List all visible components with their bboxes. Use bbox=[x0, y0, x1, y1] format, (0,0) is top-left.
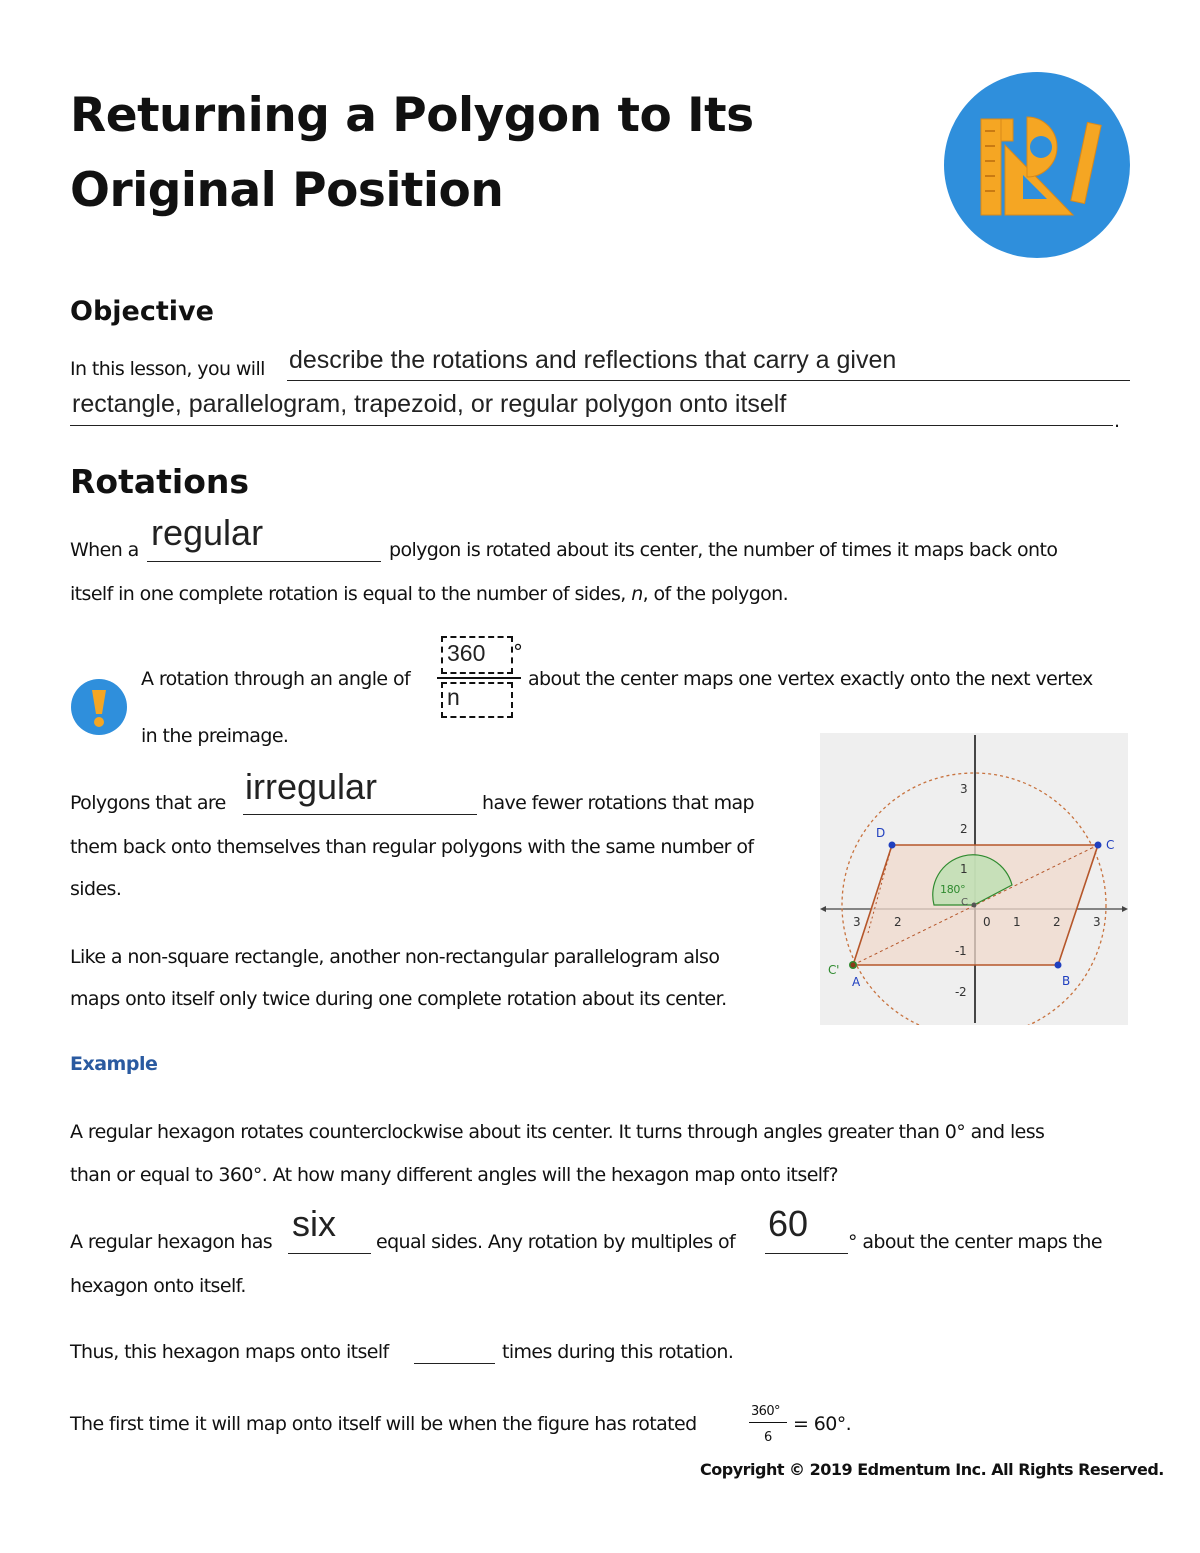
x-axis-arrow-right bbox=[1122, 906, 1128, 912]
fraction-bar bbox=[437, 677, 521, 679]
label-b: B bbox=[1062, 974, 1070, 988]
edmentum-logo bbox=[943, 71, 1131, 259]
x-tick: 2 bbox=[894, 915, 902, 929]
fraction-denominator: 6 bbox=[764, 1430, 772, 1445]
example-answer2-prefix: Thus, this hexagon maps onto itself bbox=[70, 1341, 389, 1363]
irregular-blank[interactable] bbox=[243, 814, 477, 815]
label-center: C bbox=[961, 897, 968, 908]
x-tick: 0 bbox=[983, 915, 991, 929]
y-tick: 1 bbox=[960, 862, 968, 876]
denominator-answer: n bbox=[447, 684, 460, 710]
rotations-p1-suffix: polygon is rotated about its center, the number of times it maps back onto bbox=[389, 539, 1058, 561]
rotations-p2-line2: them back onto themselves than regular polygons with the same number of bbox=[70, 836, 754, 858]
degree-symbol: ° bbox=[513, 640, 523, 664]
objective-heading: Objective bbox=[70, 296, 214, 327]
coordinate-graph bbox=[820, 733, 1128, 1025]
example-question-line1: A regular hexagon rotates counterclockwise about its center. It turns through angles greater than 0° and less bbox=[70, 1121, 1045, 1143]
label-a-prime: C' bbox=[828, 963, 840, 977]
rotations-p2-prefix: Polygons that are bbox=[70, 792, 226, 814]
x-axis-arrow-left bbox=[820, 906, 826, 912]
objective-prefix: In this lesson, you will bbox=[70, 358, 265, 380]
vertex-c bbox=[1095, 842, 1102, 849]
x-tick: 3 bbox=[853, 915, 861, 929]
fraction-numerator: 360° bbox=[751, 1404, 780, 1419]
center-point bbox=[972, 903, 977, 908]
rotations-p2-suffix: have fewer rotations that map bbox=[482, 792, 754, 814]
label-angle: 180° bbox=[940, 883, 966, 896]
numerator-answer: 360 bbox=[447, 640, 486, 666]
rotations-p3-line1: Like a non-square rectangle, another non-rectangular parallelogram also bbox=[70, 946, 720, 968]
example-answer1-mid: equal sides. Any rotation by multiples of bbox=[376, 1231, 736, 1253]
example-answer3-prefix: The first time it will map onto itself will be when the figure has rotated bbox=[70, 1413, 697, 1435]
objective-answer-text1: describe the rotations and reflections that carry a given bbox=[289, 346, 897, 374]
rotations-p3-line2: maps onto itself only twice during one complete rotation about its center. bbox=[70, 988, 727, 1010]
regular-blank[interactable] bbox=[147, 561, 381, 562]
label-c: C bbox=[1106, 838, 1115, 852]
parallelogram-rotation-figure bbox=[820, 733, 1128, 1025]
sides-blank-answer: six bbox=[292, 1203, 336, 1244]
x-tick: 1 bbox=[1013, 915, 1021, 929]
x-tick: 2 bbox=[1053, 915, 1061, 929]
example-answer3-suffix: = 60°. bbox=[793, 1413, 852, 1435]
example-heading: Example bbox=[70, 1053, 158, 1075]
vertex-a bbox=[851, 963, 856, 968]
y-tick: 3 bbox=[960, 782, 968, 796]
y-tick: -2 bbox=[955, 985, 967, 999]
rotations-p1-line2 bbox=[70, 583, 788, 605]
objective-answer-text2: rectangle, parallelogram, trapezoid, or regular polygon onto itself bbox=[72, 390, 787, 418]
multiples-blank-answer: 60 bbox=[768, 1203, 809, 1244]
rotations-p1-line2-a: itself in one complete rotation is equal to the number of sides, bbox=[70, 583, 626, 605]
objective-answer-line1[interactable] bbox=[287, 380, 1130, 381]
alert-suffix: about the center maps one vertex exactly onto the next vertex bbox=[528, 668, 1093, 690]
y-tick: -1 bbox=[955, 944, 967, 958]
y-tick: 2 bbox=[960, 822, 968, 836]
vertex-b bbox=[1055, 962, 1062, 969]
example-answer1-suffix: ° about the center maps the bbox=[848, 1231, 1102, 1253]
fraction-bar-2 bbox=[749, 1422, 787, 1423]
irregular-blank-answer: irregular bbox=[245, 766, 378, 807]
rotations-p1-line2-b: , of the polygon. bbox=[642, 583, 789, 605]
rotations-p2-line3: sides. bbox=[70, 878, 122, 900]
vertex-d bbox=[889, 842, 896, 849]
example-answer1-prefix: A regular hexagon has bbox=[70, 1231, 273, 1253]
times-blank[interactable] bbox=[414, 1363, 495, 1364]
variable-n: n bbox=[631, 583, 643, 605]
objective-answer-line2[interactable] bbox=[70, 425, 1113, 426]
sides-blank[interactable] bbox=[288, 1253, 371, 1254]
page-title: Returning a Polygon to Its Original Position bbox=[70, 88, 754, 218]
copyright: Copyright © 2019 Edmentum Inc. All Rights Reserved. bbox=[700, 1460, 1164, 1479]
rotations-heading: Rotations bbox=[70, 462, 250, 501]
regular-blank-answer: regular bbox=[151, 512, 264, 553]
multiples-blank[interactable] bbox=[765, 1253, 848, 1254]
alert-line2: in the preimage. bbox=[141, 725, 289, 747]
label-a: A bbox=[852, 975, 860, 989]
example-answer1-line2: hexagon onto itself. bbox=[70, 1275, 246, 1297]
rotations-p1-prefix: When a bbox=[70, 539, 139, 561]
example-answer2-suffix: times during this rotation. bbox=[502, 1341, 734, 1363]
label-d: D bbox=[876, 826, 885, 840]
example-question-line2: than or equal to 360°. At how many different angles will the hexagon map onto itself? bbox=[70, 1164, 839, 1186]
alert-prefix: A rotation through an angle of bbox=[141, 668, 411, 690]
exclamation-icon bbox=[70, 678, 128, 736]
objective-period: . bbox=[1114, 410, 1120, 432]
x-tick: 3 bbox=[1093, 915, 1101, 929]
